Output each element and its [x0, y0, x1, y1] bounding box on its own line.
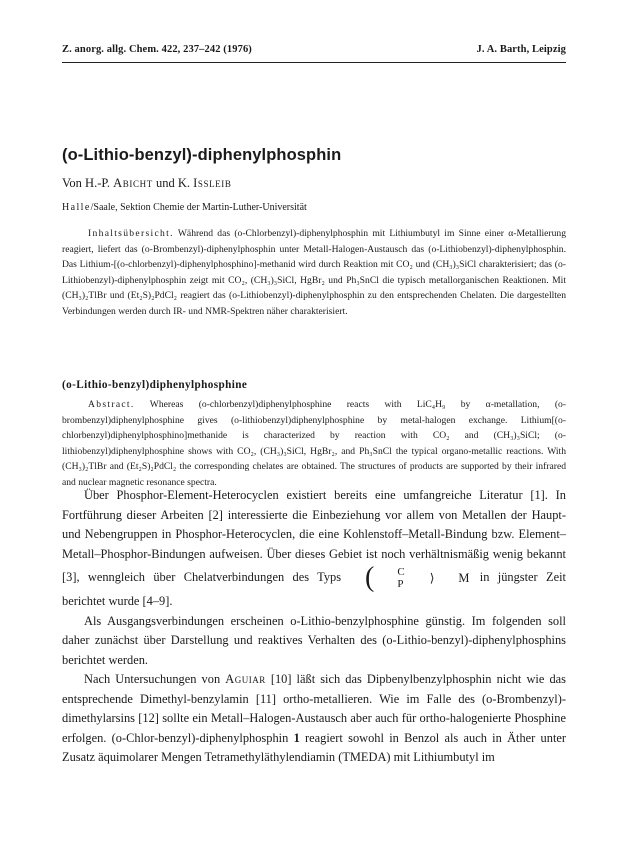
abstract-english-label: Abstract. — [88, 399, 135, 410]
affiliation-city: Halle — [62, 202, 91, 213]
author-conj: und K. — [155, 176, 190, 190]
abstract-german — [62, 226, 566, 320]
author-1: Abicht — [113, 176, 153, 190]
chelate-formula — [343, 564, 469, 592]
paragraph-2: Als Ausgangsverbindungen erscheinen o-Lithio-benzylphosphine günstig. Im folgenden soll daher zunächst über Darstellung und reaktives Verhalten des (o-Lithio-benzyl)-diphenylphosphins berichtet werden. — [62, 613, 566, 667]
affiliation — [62, 202, 566, 213]
paragraph-3 — [62, 670, 566, 768]
paragraph-3-text-c: reagiert sowohl in Benzol als auch in Äther unter Zusatz äquimolarer Mengen Tetramethyläthylendiamin (TMEDA) mit Lithiumbutyl im — [62, 730, 567, 764]
formula-cp — [375, 566, 404, 590]
abstract-german-label: Inhaltsübersicht. — [88, 228, 174, 239]
paragraph-1 — [62, 486, 566, 612]
formula-carbon: C — [397, 566, 405, 578]
abstract-german-text: Während das (o-Chlorbenzyl)-diphenylphosphin mit Lithiumbutyl im Sinne einer α-Metallierung reagiert, liefert das (o-Brombenzyl)-diphenylphosphin unter Metall-Halogen-Austausch das (o-Lithiobenzyl)-diphenylphosphin. Das Lithium-[(o-chlorbenzyl)-diphenylphosphino]-methanid wird durch Reaktion mit CO₂ und (CH₃)₃SiCl charakterisiert; das (o-Lithiobenzyl)-diphenylphosphin zeigt mit CO₂, (CH₃)₃SiCl, HgBr₂ und Ph₃SnCl die typisch metallorganischen Reaktionen. Mit (CH₃)₂TlBr und (Et₂S)₂PdCl₂ reagiert das (o-Lithiobenzyl)-diphenylphosphin zu den entsprechenden Chelaten. Die dargestellten Verbindungen werden durch IR- und NMR-Spektren näher charakterisiert. — [62, 228, 566, 317]
formula-phosphorus: P — [397, 578, 404, 590]
cited-author: Aguiar — [225, 672, 266, 686]
paragraph-3-text-a: Nach Untersuchungen von — [84, 672, 221, 686]
paragraph-1-text-a: Über Phosphor-Element-Heterocyclen existiert bereits eine umfangreiche Literatur [1]. In Fortführung dieser Arbeiten [2] interessierte die Einbeziehung vor allem von Metallen der Haupt- und Nebengruppen in Phosphor-Heterocyclen, die eine Kohlenstoff–Metall-Bindung bzw. Element–Metall–Phosphor-Bindungen aufweisen. Über dieses Gebiet ist noch verhältnismäßig wenig bekannt [3], wenngleich über Chelatverbindungen des Typs — [62, 488, 566, 584]
publisher: J. A. Barth, Leipzig — [476, 44, 566, 55]
body-text — [62, 486, 566, 768]
running-header — [62, 44, 566, 55]
abstract-english-text: Whereas (o-chlorbenzyl)diphenylphosphine reacts with LiC₄H₉ by α-metallation, (o-brombenzyl)diphenylphosphine gives (o-lithiobenzyl)diphenylphosphine by metal-halogen exchange. Lithium[(o-chlorbenzyl)diphenylphosphino]methanide is characterized by reaction with CO₂ and (CH₃)₃SiCl; (o-lithiobenzyl)diphenylphosphine shows with CO₂, (CH₃)₃SiCl, HgBr₂, and Ph₃SnCl the typical organo-metallic reactions. With (CH₃)₂TlBr and (Et₂S)₂PdCl₂ the corresponding chelates are obtained. The structures of products are supported by their infrared and nuclear magnetic resonance spectra. — [62, 399, 567, 488]
english-title: (o-Lithio-benzyl)diphenylphosphine — [62, 379, 248, 391]
article-title: (o-Lithio-benzyl)-diphenylphosphin — [62, 146, 342, 164]
header-rule — [62, 62, 566, 63]
author-line — [62, 176, 566, 191]
compound-number: 1 — [293, 730, 300, 745]
affiliation-rest: /Saale, Sektion Chemie der Martin-Luther-Universität — [90, 202, 307, 213]
author-2: Issleib — [193, 176, 232, 190]
formula-bond-icon: ⟩ — [429, 571, 435, 585]
formula-open-paren: ( — [365, 562, 375, 593]
paragraph-3-text-b: [10] läßt sich das Dipbenylbenzylphosphin nicht wie das entsprechende Dimethyl-benzylamin [11] ortho-metallieren. Wie im Falle des (o-Brombenzyl)-dimethylarsins [12] sollte ein Metall–Halogen-Austausch aber auch für ortho-halogenierte Phosphine erfolgen. (o-Chlor-benzyl)-diphenylphosphin — [62, 672, 566, 745]
formula-metal: M — [458, 570, 470, 585]
abstract-english — [62, 397, 566, 491]
journal-citation: Z. anorg. allg. Chem. 422, 237–242 (1976) — [62, 44, 252, 55]
paragraph-1-text-b: in jüngster Zeit berichtet wurde [4–9]. — [62, 569, 566, 608]
author-prefix: Von H.-P. — [62, 176, 111, 190]
